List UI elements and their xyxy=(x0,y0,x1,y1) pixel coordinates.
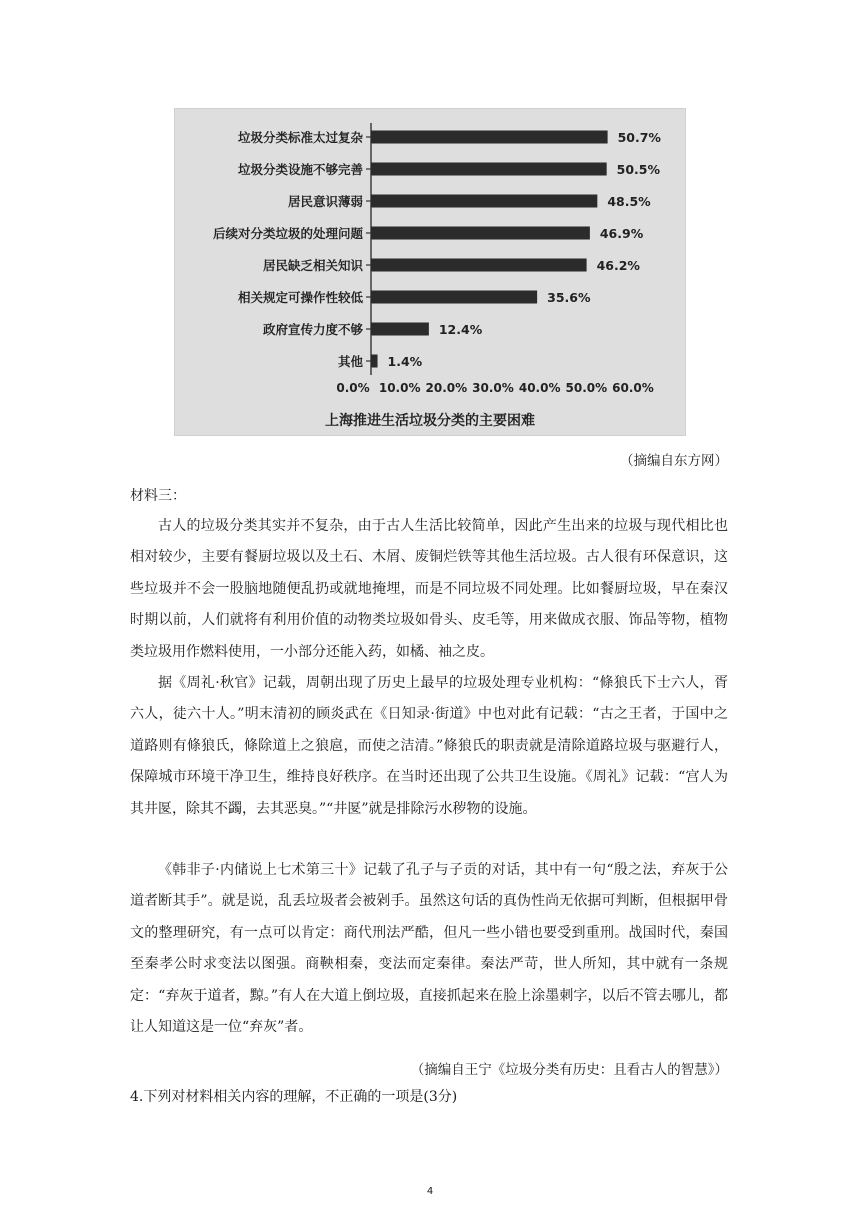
source-citation-1: （摘编自东方网） xyxy=(620,453,728,469)
bar xyxy=(371,131,608,144)
category-label: 居民意识薄弱 xyxy=(287,194,363,209)
category-label: 垃圾分类设施不够完善 xyxy=(237,162,363,177)
source-citation-2: （摘编自王宁《垃圾分类有历史：且看古人的智慧》） xyxy=(410,1062,728,1078)
x-tick-label: 40.0% xyxy=(518,381,561,395)
bar xyxy=(371,195,597,208)
category-label: 政府宣传力度不够 xyxy=(262,322,363,337)
x-tick-label: 60.0% xyxy=(612,381,654,395)
chart-title: 上海推进生活垃圾分类的主要困难 xyxy=(325,413,535,429)
paragraph-3: 《韩非子·内储说上七术第三十》记载了孔子与子贡的对话，其中有一句“殷之法，弃灰于公道者断其手”。就是说，乱丢垃圾者会被剁手。虽然这句话的真伪性尚无依据可判断，但根据甲骨文的整理研究，有一点可以肯定：商代刑法严酷，但凡一些小错也要受到重刑。战国时代，秦国至秦孝公时求变法以图强。商鞅相秦，变法而定秦律。秦法严苛，世人所知，其中就有一条规定：“弃灰于道者，黥。”有人在大道上倒垃圾，直接抓起来在脸上涂墨刺字，以后不管去哪儿，都让人知道这是一位“弃灰”者。 xyxy=(130,862,728,1036)
bar xyxy=(371,291,537,304)
value-label: 1.4% xyxy=(387,354,423,369)
chart-figure xyxy=(174,108,686,436)
bar xyxy=(371,355,378,368)
page-number: 4 xyxy=(426,1186,434,1197)
category-label: 相关规定可操作性较低 xyxy=(237,290,363,305)
paragraph-1: 古人的垃圾分类其实并不复杂，由于古人生活比较简单，因此产生出来的垃圾与现代相比也相对较少，主要有餐厨垃圾以及土石、木屑、废铜烂铁等其他生活垃圾。古人很有环保意识，这些垃圾并不会一股脑地随便乱扔或就地掩埋，而是不同垃圾不同处理。比如餐厨垃圾，早在秦汉时期以前，人们就将有利用价值的动物类垃圾如骨头、皮毛等，用来做成衣服、饰品等物，植物类垃圾用作燃料使用，一小部分还能入药，如橘、袖之皮。 xyxy=(130,518,728,660)
bar xyxy=(371,259,587,272)
category-label: 垃圾分类标准太过复杂 xyxy=(237,130,363,145)
value-label: 50.7% xyxy=(617,130,661,145)
x-tick-label: 20.0% xyxy=(425,381,468,395)
value-label: 48.5% xyxy=(607,194,651,209)
category-label: 后续对分类垃圾的处理问题 xyxy=(212,226,363,241)
category-label: 其他 xyxy=(337,354,363,369)
value-label: 46.2% xyxy=(596,258,640,273)
material-heading: 材料三： xyxy=(130,488,186,504)
x-tick-label: 0.0% xyxy=(336,381,370,395)
value-label: 46.9% xyxy=(599,226,644,241)
value-label: 35.6% xyxy=(547,290,591,305)
value-label: 50.5% xyxy=(616,162,661,177)
paragraph-2: 据《周礼·秋官》记载，周朝出现了历史上最早的垃圾处理专业机构：“條狼氏下士六人，胥六人，徒六十人。”明末清初的顾炎武在《日知录·街道》中也对此有记载：“古之王者，于国中之道路则有條狼氏，條除道上之狼扈，而使之洁清。”條狼氏的职责就是清除道路垃圾与驱避行人，保障城市环境干净卫生，维持良好秩序。在当时还出现了公共卫生设施。《周礼》记载：“宫人为其井匽，除其不蠲，去其恶臭。”“井匽”就是排除污水秽物的设施。 xyxy=(130,675,728,817)
x-tick-label: 50.0% xyxy=(565,381,608,395)
value-label: 12.4% xyxy=(438,322,483,337)
bar xyxy=(371,323,429,336)
question-4: 4.下列对材料相关内容的理解，不正确的一项是(3分) xyxy=(130,1089,458,1105)
bar-chart xyxy=(175,109,685,435)
x-tick-label: 10.0% xyxy=(378,381,421,395)
bar xyxy=(371,227,590,240)
category-label: 居民缺乏相关知识 xyxy=(262,258,363,273)
x-tick-label: 30.0% xyxy=(472,381,514,395)
bar xyxy=(371,163,607,176)
